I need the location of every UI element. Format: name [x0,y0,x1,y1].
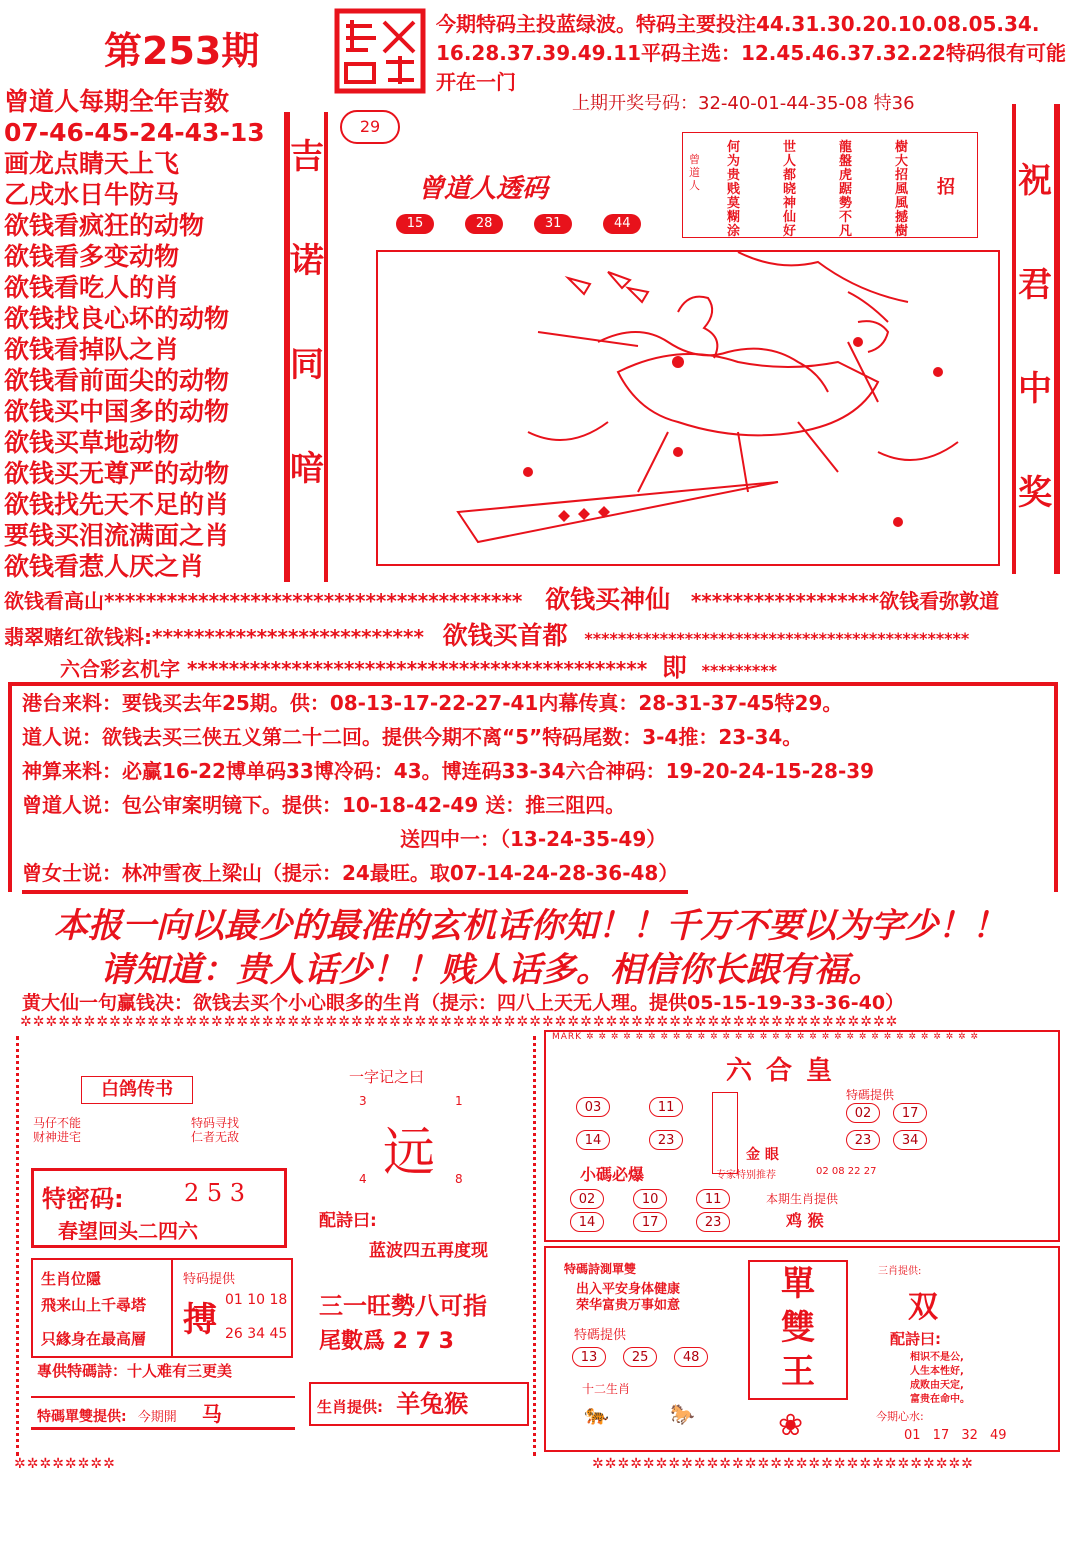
sheng-xiao-wei-yin-box [31,1258,293,1358]
bottom-right-lower [544,1246,1060,1452]
list-item: 欲钱看前面尖的动物 [4,366,230,395]
peng-label: 三肖提供: [878,1266,922,1277]
corner-num: 8 [455,1172,463,1186]
oval-number: 03 [576,1097,610,1117]
info-box [8,682,1058,892]
list-item: 要钱买泪流满面之肖 [4,521,230,550]
list-item: 欲钱看多变动物 [4,242,180,271]
list-item: 欲钱找先天不足的肖 [4,490,230,519]
banner-char: 中 [1018,369,1052,409]
tg-ovals [572,1346,752,1367]
mark-label: MARK [552,1032,583,1042]
corner-num: 1 [455,1094,463,1108]
riddle-text: 翡翠赌红欲钱料:************************** [4,625,424,649]
dan-shuang-label: 特碼單雙提供: [37,1409,127,1425]
picture-frame [330,104,1010,574]
huang-da-xian-line: 黄大仙一句赢钱决：欲钱去买个小心眼多的生肖（提示：四八上天无人理。提供05-15-19-33-36-40） [22,992,905,1014]
final-numbers: 01 17 32 49 [904,1428,1007,1443]
riddle-text: 即 [661,653,687,682]
banner-char: 诺 [290,241,324,281]
sxwy-label: 生肖位隱 [41,1270,102,1288]
header-line: 16.28.37.39.49.11平码主选：12.45.46.37.32.22特码很有可能 [436,41,1066,65]
issue-number: 第253期 [104,29,260,73]
bo-char: 搏 [183,1300,217,1340]
riddle-row-1 [4,580,999,616]
ji-hou-text: 鸡 猴 [786,1211,824,1230]
left-vertical-banner [284,112,328,582]
pei-line: 成败由天定, [910,1380,964,1391]
te-mi-label: 特密码: [42,1185,124,1213]
dan-shuang-wang-box [748,1260,848,1400]
banner-char: 君 [1018,265,1052,305]
number-ball: 44 [603,214,641,234]
oval-number: 23 [696,1212,730,1232]
poem-column: 世人都晓神仙好 [783,140,797,239]
oval-number: 02 [570,1189,604,1209]
sheng-xiao-value: 羊兔猴 [396,1390,469,1418]
list-item: 曾道人每期全年吉数 [4,87,230,116]
mouse-badge [340,110,400,144]
big-char: 單 [781,1264,815,1304]
decorative-border: ✲✲✲✲✲✲✲✲✲✲✲✲✲✲✲✲✲✲✲✲✲✲✲✲✲✲✲✲✲✲ [592,1456,974,1472]
riddle-text: 欲钱买神仙 [545,585,671,614]
oval-number: 11 [649,1097,683,1117]
transparent-code-title: 曾道人透码 [418,174,549,204]
decorative-border: ✲✲✲✲✲✲✲✲✲✲✲✲✲✲✲✲✲✲✲✲✲✲✲✲✲✲✲✲✲✲✲✲✲✲✲✲✲✲✲✲✲✲✲✲✲✲✲✲✲✲✲✲✲✲✲✲✲✲✲✲✲✲✲✲✲✲✲✲✲ [20,1014,899,1030]
poem-block [682,132,978,238]
small-note-line: 仁者无敌 [191,1130,240,1144]
info-line: 道人说：欲钱去买三侠五义第二十二回。提供今期不离“5”特码尾数：3-4推：23-34。 [22,725,803,749]
bottom-right-panel [544,1030,1060,1242]
pei-line: 相识不是公, [910,1352,964,1363]
list-item: 画龙点睛天上飞 [4,149,180,178]
logo-seal [334,8,426,94]
ti-gong-label: 特碼提供 [574,1328,627,1343]
info-line: 港台来料：要钱买去年25期。供：08-13-17-22-27-41内幕传真：28-31-37-45特29。 [22,691,843,715]
poem-line: 只緣身在最高層 [41,1330,147,1348]
banner-char: 吉 [290,137,324,177]
zhuan-jia-nums: 02 08 22 27 [816,1166,877,1177]
tg-numbers: 01 10 18 [225,1292,288,1308]
number-ball: 31 [534,214,572,234]
banner-char: 同 [290,345,324,385]
mark-row: MARK ✲ ✲ ✲ ✲ ✲ ✲ ✲ ✲ ✲ ✲ ✲ ✲ ✲ ✲ ✲ ✲ ✲ ✲ ✲ ✲ ✲ ✲ ✲ ✲ ✲ ✲ ✲ ✲ ✲ ✲ ✲ ✲ [552,1032,979,1042]
tg-label: 特碼提供 [846,1088,895,1102]
oval-number: 23 [846,1130,880,1150]
oval-number: 17 [893,1103,927,1123]
big-char: 王 [781,1352,815,1392]
riddle-text: ********* [701,661,777,680]
big-char: 雙 [781,1308,815,1348]
jin-qi-label: 今期心水: [876,1410,924,1423]
header-tips [436,10,1072,97]
vertical-divider [171,1260,173,1356]
tiger-icon: 🐅 [584,1402,609,1426]
slogan-line: 本报一向以最少的最准的玄机话你知！！千万不要以为字少！！ [54,906,1006,946]
sheng-xiao-label: 生肖提供: [317,1398,383,1416]
oval-number: 13 [572,1347,606,1367]
left-riddle-list [4,86,265,582]
list-item: 乙戌水日牛防马 [4,180,180,209]
badge-number: 29 [359,117,381,136]
shi-line: 荣华富贵万事如意 [576,1298,681,1313]
zhuan-gong-text: 專供特碼詩：十人难有三更美 [37,1362,233,1380]
corner-num: 4 [359,1172,367,1186]
xiao-ma-label: 小碼必爆 [580,1165,645,1184]
oval-group-a [576,1096,696,1150]
header-line: 今期特码主投蓝绿波。特码主要投注44.31.30.20.10.08.05.34. [436,12,1040,36]
ball-row [396,212,667,234]
riddle-text: 六合彩玄机字 ******************************************** [60,657,648,681]
bottom-left-panel [16,1036,536,1456]
riddle-row-2 [4,616,969,652]
riddle-text: ******************欲钱看弥敦道 [690,589,1000,613]
ling-xiao-label: 十二生肖 [582,1382,631,1396]
illustration-frame [376,250,1000,566]
riddle-row-3 [60,648,777,684]
banner-char: 奖 [1018,473,1052,513]
te-mi-digits: 2 5 3 [184,1179,246,1207]
pei-shi-label: 配詩曰: [890,1330,941,1348]
info-line: 送四中一：（13-24-35-49） [400,827,667,851]
oval-number: 02 [846,1103,880,1123]
right-vertical-banner [1012,104,1060,574]
riddle-text: 欲钱买首都 [442,621,568,650]
oval-number: 48 [674,1347,708,1367]
ben-qi-label: 本期生肖提供 [766,1192,839,1206]
banner-char: 祝 [1018,161,1052,201]
list-item: 07-46-45-24-43-13 [4,118,265,147]
baige-title: 白鸽传书 [101,1079,173,1100]
te-ma-shi-label: 特碼詩測單雙 [564,1262,637,1276]
flower-icon: ❀ [778,1408,804,1443]
riddle-text: 欲钱看高山**************************************** [4,589,523,613]
oval-number: 14 [570,1212,604,1232]
list-item: 欲钱看惹人厌之肖 [4,552,205,581]
info-line: 神算来料：必赢16-22博单码33博冷码：43。博连码33-34六合神码：19-20-24-15-28-39 [22,759,875,783]
list-item: 欲钱看吃人的肖 [4,273,180,302]
oval-group-b [846,1102,936,1150]
oval-number: 14 [576,1130,610,1150]
oval-number: 10 [633,1189,667,1209]
poem-tag: 招 [937,177,955,198]
corner-num: 3 [359,1094,367,1108]
liu-he-huang: 六合皇 [726,1056,847,1086]
small-note [191,1116,239,1144]
decorative-border: ✲✲✲✲✲✲✲✲ [14,1456,116,1472]
poem-line: 飛来山上千尋塔 [41,1296,147,1314]
oval-number: 17 [633,1212,667,1232]
info-line: 曾道人说：包公审案明镜下。提供：10-18-42-49 送：推三阻四。 [22,793,626,817]
small-note-line: 马仔不能 [33,1116,82,1130]
chun-wang-text: 春望回头二四六 [58,1219,198,1243]
dan-shuang-value: 今期開 [137,1410,177,1425]
tg-label: 特码提供 [183,1272,236,1287]
dan-shuang-result: 马 [201,1402,222,1426]
riddle-text: ********************************************** [584,629,970,648]
banner-char: 喑 [290,449,324,489]
list-item: 欲钱买无尊严的动物 [4,459,230,488]
poem-column: 龍盤虎踞勢不凡 [839,140,853,239]
last-draw-result: 上期开奖号码：32-40-01-44-35-08 特36 [572,93,915,114]
dan-shuang-box [31,1396,295,1430]
wei-shu-text: 尾數爲 2 7 3 [319,1329,454,1354]
oval-number: 23 [649,1130,683,1150]
pei-shi-label: 配詩曰: [319,1211,377,1231]
baige-box [81,1076,193,1104]
list-item: 欲钱找良心坏的动物 [4,304,230,333]
list-item: 欲钱看掉队之肖 [4,335,180,364]
zhuan-jia-label: 专家特别推荐 [716,1170,776,1181]
big-character: 远 [383,1123,436,1183]
poem-author: 曾道人 [689,153,700,192]
number-ball: 28 [465,214,503,234]
small-note-line: 特码寻找 [191,1116,240,1130]
oval-number: 34 [893,1130,927,1150]
list-item: 欲钱看疯狂的动物 [4,211,205,240]
oval-group-c [570,1188,770,1232]
list-item: 欲钱买草地动物 [4,428,180,457]
header-line: 开在一门 [436,70,516,94]
poem-column: 何为贵贱莫糊涂 [727,140,741,239]
list-item: 欲钱买中国多的动物 [4,397,230,426]
horse-icon: 🐎 [670,1402,695,1426]
poem-column: 樹大招風風撼樹 [895,140,909,239]
oval-number: 25 [623,1347,657,1367]
horse-rider-illustration [378,252,998,564]
vertical-deco [712,1092,738,1174]
te-mi-box [31,1168,287,1248]
shi-line: 出入平安身体健康 [576,1282,681,1297]
number-ball: 15 [396,214,434,234]
pei-shi-text: 蓝波四五再度现 [369,1241,488,1261]
shuang-char: 双 [908,1290,938,1325]
sheng-xiao-box [309,1382,529,1426]
zi-ji-label: 一字记之曰 [349,1068,425,1086]
small-note-line: 财神进宅 [33,1130,82,1144]
oval-number: 11 [696,1189,730,1209]
tg-numbers: 26 34 45 [225,1326,288,1342]
small-note [33,1116,81,1144]
info-line: 曾女士说：林冲雪夜上梁山（提示：24最旺。取07-14-24-28-36-48） [22,856,688,894]
pei-line: 富贵在命中。 [910,1394,970,1405]
pei-line: 人生本性好, [910,1366,964,1377]
jin-zhi-label: 金 眼 [746,1147,779,1163]
slogan-line: 请知道：贵人话少！！贱人话多。相信你长跟有福。 [100,950,882,990]
san-yi-text: 三一旺勢八可指 [319,1292,487,1320]
